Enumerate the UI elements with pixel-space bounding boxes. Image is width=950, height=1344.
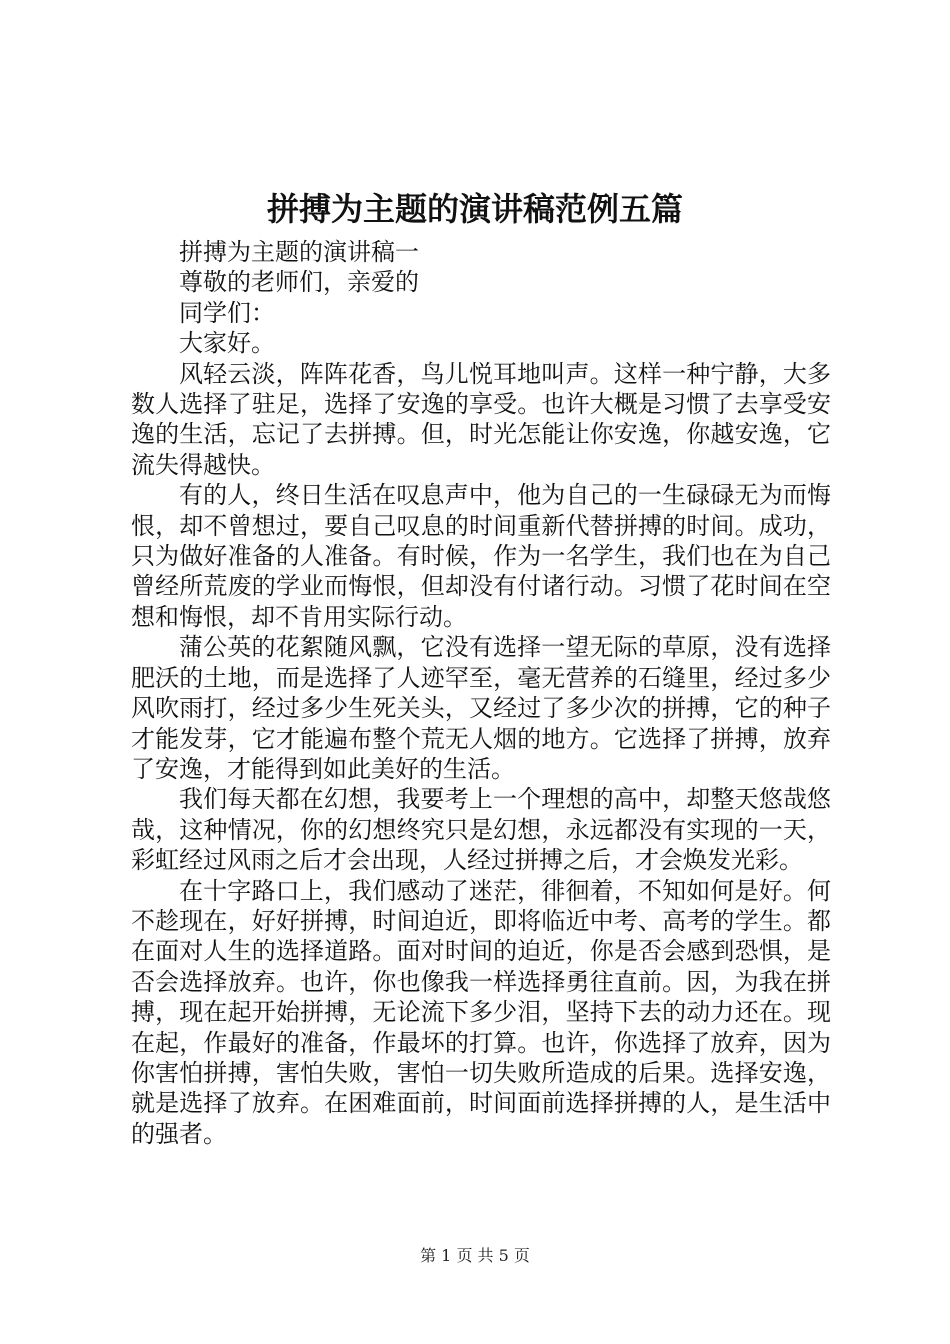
page-footer: 第 1 页 共 5 页 (420, 1246, 530, 1265)
speech-subtitle: 拼搏为主题的演讲稿一 (179, 238, 419, 266)
paragraph-1: 风轻云淡，阵阵花香，鸟儿悦耳地叫声。这样一种宁静，大多数人选择了驻足，选择了安逸的享受。也许大概是习惯了去享受安逸的生活，忘记了去拼搏。但，时光怎能让你安逸，你越安逸，它流失得越快。 (131, 359, 831, 479)
greeting-line-2: 同学们： (179, 298, 275, 327)
greeting-line-1: 尊敬的老师们，亲爱的 (179, 268, 419, 297)
document-body (131, 237, 831, 1149)
document-title: 拼搏为主题的演讲稿范例五篇 (266, 190, 683, 228)
greeting-line-3: 大家好。 (179, 329, 275, 358)
paragraph-4: 我们每天都在幻想，我要考上一个理想的高中，却整天悠哉悠哉，这种情况，你的幻想终究只是幻想，永远都没有实现的一天，彩虹经过风雨之后才会出现，人经过拼搏之后，才会焕发光彩。 (131, 785, 831, 875)
paragraph-5: 在十字路口上，我们感动了迷茫，徘徊着，不知如何是好。何不趁现在，好好拼搏，时间迫近，即将临近中考、高考的学生。都在面对人生的选择道路。面对时间的迫近，你是否会感到恐惧，是否会选择放弃。也许，你也像我一样选择勇往直前。因，为我在拼搏，现在起开始拼搏，无论流下多少泪，坚持下去的动力还在。现在起，作最好的准备，作最坏的打算。也许，你选择了放弃，因为你害怕拼搏，害怕失败，害怕一切失败所造成的后果。选择安逸，就是选择了放弃。在困难面前，时间面前选择拼搏的人，是生活中的强者。 (131, 876, 831, 1148)
paragraph-3: 蒲公英的花絮随风飘，它没有选择一望无际的草原，没有选择肥沃的土地，而是选择了人迹罕至，毫无营养的石缝里，经过多少风吹雨打，经过多少生死关头，又经过了多少次的拼搏，它的种子才能发芽，它才能遍布整个荒无人烟的地方。它选择了拼搏，放弃了安逸，才能得到如此美好的生活。 (131, 633, 831, 783)
paragraph-2: 有的人，终日生活在叹息声中，他为自己的一生碌碌无为而悔恨，却不曾想过，要自己叹息的时间重新代替拼搏的时间。成功，只为做好准备的人准备。有时候，作为一名学生，我们也在为自己曾经所荒废的学业而悔恨，但却没有付诸行动。习惯了花时间在空想和悔恨，却不肯用实际行动。 (131, 481, 831, 631)
